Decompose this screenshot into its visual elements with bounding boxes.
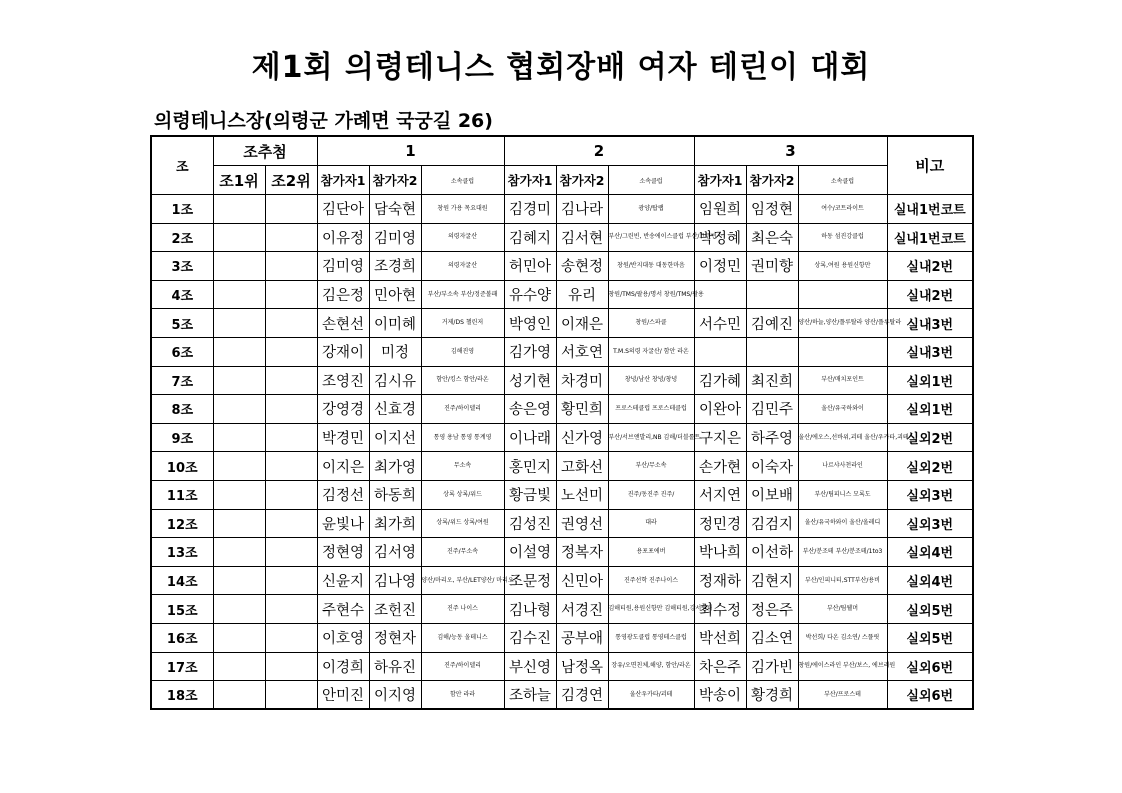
- note-cell: 실외3번: [887, 509, 973, 538]
- block1-player2: 이지선: [369, 423, 421, 452]
- table-row: [151, 309, 973, 338]
- block2-player1: 김수진: [504, 623, 556, 652]
- block3-player1: 임원희: [694, 195, 746, 224]
- block1-club: 상록 상록/위드: [421, 480, 504, 509]
- table-row: [151, 366, 973, 395]
- block1-player1: 신윤지: [317, 566, 369, 595]
- block2-club: 창녕/남산 창녕/창녕: [608, 366, 694, 395]
- header-draw: 조추첨: [213, 136, 317, 166]
- block3-player2: [746, 280, 798, 309]
- block1-player2: 정현자: [369, 623, 421, 652]
- block3-club: [798, 337, 887, 366]
- table-row: [151, 423, 973, 452]
- draw-second-cell: [265, 538, 317, 567]
- block3-player2: 김소연: [746, 623, 798, 652]
- note-cell: 실외2번: [887, 423, 973, 452]
- block3-club: 상록,여원 용원신항만: [798, 252, 887, 281]
- block1-club: 무소속: [421, 452, 504, 481]
- block3-player1: 손가현: [694, 452, 746, 481]
- header-b2-player1: 참가자1: [504, 166, 556, 195]
- block1-player1: 김미영: [317, 252, 369, 281]
- block3-player2: 하주영: [746, 423, 798, 452]
- block1-club: 김해/능동 올테니스: [421, 623, 504, 652]
- block2-player2: 노선미: [556, 480, 608, 509]
- block3-club: 울산/유국하와이 울산/올레디: [798, 509, 887, 538]
- block3-player2: 최은숙: [746, 223, 798, 252]
- note-cell: 실외6번: [887, 652, 973, 681]
- draw-first-cell: [213, 652, 265, 681]
- group-cell: 15조: [151, 595, 213, 624]
- block1-player2: 김서영: [369, 538, 421, 567]
- group-cell: 2조: [151, 223, 213, 252]
- block3-player2: [746, 337, 798, 366]
- draw-second-cell: [265, 252, 317, 281]
- block3-player1: 정민경: [694, 509, 746, 538]
- note-cell: 실내3번: [887, 309, 973, 338]
- group-cell: 14조: [151, 566, 213, 595]
- block2-player2: 신민아: [556, 566, 608, 595]
- block1-club: 거제/DS 챌린저: [421, 309, 504, 338]
- block3-player2: 김가빈: [746, 652, 798, 681]
- block1-player2: 담숙현: [369, 195, 421, 224]
- block1-player2: 이미혜: [369, 309, 421, 338]
- block1-player2: 김시유: [369, 366, 421, 395]
- block2-player1: 부신영: [504, 652, 556, 681]
- block1-club: 상록/위드 상록/여원: [421, 509, 504, 538]
- draw-first-cell: [213, 423, 265, 452]
- draw-second-cell: [265, 509, 317, 538]
- block3-player1: 박정혜: [694, 223, 746, 252]
- block2-player2: 이재은: [556, 309, 608, 338]
- block3-player1: 서수민: [694, 309, 746, 338]
- block1-player2: 조헌진: [369, 595, 421, 624]
- block3-club: 부산/팀웰머: [798, 595, 887, 624]
- block3-club: 부산/인피니티,STT부산/용비: [798, 566, 887, 595]
- block2-player1: 조문정: [504, 566, 556, 595]
- block3-club: [798, 280, 887, 309]
- note-cell: 실외2번: [887, 452, 973, 481]
- block1-player1: 손현선: [317, 309, 369, 338]
- draw-second-cell: [265, 223, 317, 252]
- block3-club: 부산/팀피니스 모록도: [798, 480, 887, 509]
- note-cell: 실외5번: [887, 623, 973, 652]
- block2-club: 부산/그린빈, 반송에이스클럽 부산/그린빈: [608, 223, 694, 252]
- note-cell: 실내3번: [887, 337, 973, 366]
- block3-player2: 임정현: [746, 195, 798, 224]
- block2-player1: 김성진: [504, 509, 556, 538]
- block2-player2: 정복자: [556, 538, 608, 567]
- block2-player2: 황민희: [556, 395, 608, 424]
- block2-club: 진주/동진주 진주/: [608, 480, 694, 509]
- block1-player1: 정현영: [317, 538, 369, 567]
- block3-player2: 황경희: [746, 681, 798, 710]
- block1-club: 의령자굴산: [421, 252, 504, 281]
- block1-player2: 신효경: [369, 395, 421, 424]
- table-row: [151, 566, 973, 595]
- group-cell: 7조: [151, 366, 213, 395]
- block3-club: 창원/에이스라인 부산/보스, 에브리원: [798, 652, 887, 681]
- block2-player2: 유리: [556, 280, 608, 309]
- block3-player2: 김민주: [746, 395, 798, 424]
- block3-player2: 이보배: [746, 480, 798, 509]
- block1-club: 진주/하이델리: [421, 395, 504, 424]
- draw-first-cell: [213, 509, 265, 538]
- header-b2-club: 소속클럽: [608, 166, 694, 195]
- draw-first-cell: [213, 623, 265, 652]
- block3-club: 여수/코트라이트: [798, 195, 887, 224]
- block2-club: 진주선학 진주나이스: [608, 566, 694, 595]
- note-cell: 실외6번: [887, 681, 973, 710]
- header-b2-player2: 참가자2: [556, 166, 608, 195]
- table-row: [151, 452, 973, 481]
- draw-second-cell: [265, 366, 317, 395]
- table-row: [151, 195, 973, 224]
- block2-player1: 성기현: [504, 366, 556, 395]
- block3-player2: 권미향: [746, 252, 798, 281]
- draw-second-cell: [265, 280, 317, 309]
- block1-player1: 조영진: [317, 366, 369, 395]
- draw-first-cell: [213, 681, 265, 710]
- table-row: [151, 223, 973, 252]
- draw-first-cell: [213, 280, 265, 309]
- table-row: [151, 395, 973, 424]
- block3-club: 부산/분조테 부산/분조테/1to3: [798, 538, 887, 567]
- block3-club: 부산/프로스테: [798, 681, 887, 710]
- block1-player1: 이호영: [317, 623, 369, 652]
- block1-club: 부산/부소속 부산/정준볼패: [421, 280, 504, 309]
- group-cell: 10조: [151, 452, 213, 481]
- group-cell: 16조: [151, 623, 213, 652]
- block1-player1: 이유정: [317, 223, 369, 252]
- block3-player1: 정재하: [694, 566, 746, 595]
- draw-first-cell: [213, 538, 265, 567]
- header-block-3: 3: [694, 136, 887, 166]
- block3-player1: [694, 337, 746, 366]
- table-row: [151, 652, 973, 681]
- block3-player2: 정은주: [746, 595, 798, 624]
- note-cell: 실내1번코트: [887, 195, 973, 224]
- block2-club: 창원/TMS/팔용/명서 창원/TMS/팔용: [608, 280, 694, 309]
- block1-player2: 이지영: [369, 681, 421, 710]
- block2-club: 대라: [608, 509, 694, 538]
- block2-player2: 권영선: [556, 509, 608, 538]
- block2-player2: 차경미: [556, 366, 608, 395]
- block1-player2: 미정: [369, 337, 421, 366]
- header-block-1: 1: [317, 136, 504, 166]
- block2-club: 용포포에버: [608, 538, 694, 567]
- block3-player1: 김가혜: [694, 366, 746, 395]
- block1-player1: 강영경: [317, 395, 369, 424]
- draw-first-cell: [213, 480, 265, 509]
- group-cell: 5조: [151, 309, 213, 338]
- block2-player2: 남정옥: [556, 652, 608, 681]
- block3-player1: 최수정: [694, 595, 746, 624]
- group-cell: 12조: [151, 509, 213, 538]
- block2-player2: 신가영: [556, 423, 608, 452]
- block1-club: 양산/마리오, 부산/LET양산/ 마리오: [421, 566, 504, 595]
- group-cell: 4조: [151, 280, 213, 309]
- group-cell: 17조: [151, 652, 213, 681]
- block1-player2: 최가희: [369, 509, 421, 538]
- group-cell: 6조: [151, 337, 213, 366]
- block3-club: 양산/하늘,양산/플루탈라 양산/플루탈라: [798, 309, 887, 338]
- block3-player1: 박송이: [694, 681, 746, 710]
- block2-club: 창원/반지대동 대동한마음: [608, 252, 694, 281]
- header-b1-player1: 참가자1: [317, 166, 369, 195]
- draw-second-cell: [265, 452, 317, 481]
- block1-club: 김해진영: [421, 337, 504, 366]
- block1-player1: 김단아: [317, 195, 369, 224]
- note-cell: 실외4번: [887, 538, 973, 567]
- table-row: [151, 509, 973, 538]
- block1-player1: 김은정: [317, 280, 369, 309]
- block2-player1: 허민아: [504, 252, 556, 281]
- block2-player2: 서호연: [556, 337, 608, 366]
- table-row: [151, 252, 973, 281]
- group-cell: 1조: [151, 195, 213, 224]
- block2-player1: 이설영: [504, 538, 556, 567]
- block2-player1: 김혜지: [504, 223, 556, 252]
- group-cell: 18조: [151, 681, 213, 710]
- draw-first-cell: [213, 595, 265, 624]
- draw-second-cell: [265, 595, 317, 624]
- block3-club: 박선희/ 다온 김소연/ 스플릿: [798, 623, 887, 652]
- draw-first-cell: [213, 452, 265, 481]
- header-draw-second: 조2위: [265, 166, 317, 195]
- block1-club: 함안 라라: [421, 681, 504, 710]
- block1-club: 진주/무소속: [421, 538, 504, 567]
- block1-player2: 민아현: [369, 280, 421, 309]
- block2-player1: 김가영: [504, 337, 556, 366]
- block3-player1: 서지연: [694, 480, 746, 509]
- block2-player2: 고화선: [556, 452, 608, 481]
- page-title: 제1회 의령테니스 협회장배 여자 테린이 대회: [251, 50, 871, 85]
- block2-player1: 유수양: [504, 280, 556, 309]
- block2-player1: 송은영: [504, 395, 556, 424]
- table-row: [151, 480, 973, 509]
- block3-player1: 이정민: [694, 252, 746, 281]
- draw-second-cell: [265, 681, 317, 710]
- block1-player1: 강재이: [317, 337, 369, 366]
- table-row: [151, 538, 973, 567]
- header-block-2: 2: [504, 136, 694, 166]
- block3-player1: 차은주: [694, 652, 746, 681]
- note-cell: 실외5번: [887, 595, 973, 624]
- header-b3-player1: 참가자1: [694, 166, 746, 195]
- block3-club: 울산/유국하와이: [798, 395, 887, 424]
- note-cell: 실내1번코트: [887, 223, 973, 252]
- block1-club: 통영 용남 통영 통계영: [421, 423, 504, 452]
- note-cell: 실내2번: [887, 252, 973, 281]
- draw-second-cell: [265, 195, 317, 224]
- block3-player2: 김검지: [746, 509, 798, 538]
- block1-player1: 윤빛나: [317, 509, 369, 538]
- header-b3-player2: 참가자2: [746, 166, 798, 195]
- block2-player1: 이나래: [504, 423, 556, 452]
- block2-player1: 박영인: [504, 309, 556, 338]
- draw-first-cell: [213, 309, 265, 338]
- draw-first-cell: [213, 366, 265, 395]
- block2-player2: 송현정: [556, 252, 608, 281]
- block3-club: 하동 섬진강클럽: [798, 223, 887, 252]
- draw-second-cell: [265, 395, 317, 424]
- group-cell: 3조: [151, 252, 213, 281]
- draw-second-cell: [265, 566, 317, 595]
- table-row: [151, 595, 973, 624]
- block2-club: T.M.S의령 자굴산/ 함안 라온: [608, 337, 694, 366]
- note-cell: 실내2번: [887, 280, 973, 309]
- block3-player2: 김예진: [746, 309, 798, 338]
- block2-player2: 서경진: [556, 595, 608, 624]
- block2-club: 통영광도클럽 통영테스클럽: [608, 623, 694, 652]
- block2-club: 김해티원,용원신항만 김해티원,강서원더: [608, 595, 694, 624]
- block3-player1: 구지은: [694, 423, 746, 452]
- block2-player2: 김나라: [556, 195, 608, 224]
- group-cell: 9조: [151, 423, 213, 452]
- venue-subtitle: 의령테니스장(의령군 가례면 국궁길 26): [154, 110, 493, 132]
- table-row: [151, 280, 973, 309]
- table-row: [151, 681, 973, 710]
- header-draw-first: 조1위: [213, 166, 265, 195]
- note-cell: 실외4번: [887, 566, 973, 595]
- header-b3-club: 소속클럽: [798, 166, 887, 195]
- block2-player1: 김경미: [504, 195, 556, 224]
- block1-player1: 박경민: [317, 423, 369, 452]
- block3-club: 나르샤사천라인: [798, 452, 887, 481]
- header-b1-player2: 참가자2: [369, 166, 421, 195]
- draw-first-cell: [213, 252, 265, 281]
- header-b1-club: 소속클럽: [421, 166, 504, 195]
- block2-club: 울산우카타/괴테: [608, 681, 694, 710]
- block2-club: 광양/탑랩: [608, 195, 694, 224]
- block1-player2: 김미영: [369, 223, 421, 252]
- draw-first-cell: [213, 195, 265, 224]
- draw-first-cell: [213, 223, 265, 252]
- table-row: [151, 623, 973, 652]
- block2-player2: 김서현: [556, 223, 608, 252]
- draw-first-cell: [213, 337, 265, 366]
- block2-club: 장유/오면친체,해양, 함안/라온: [608, 652, 694, 681]
- draw-second-cell: [265, 309, 317, 338]
- group-cell: 11조: [151, 480, 213, 509]
- note-cell: 실외3번: [887, 480, 973, 509]
- block2-club: 창원/스파클: [608, 309, 694, 338]
- block3-player1: 이완아: [694, 395, 746, 424]
- block3-player2: 이숙자: [746, 452, 798, 481]
- group-cell: 13조: [151, 538, 213, 567]
- header-note: 비고: [887, 136, 973, 195]
- block2-club: 부산/무소속: [608, 452, 694, 481]
- block3-player2: 이선하: [746, 538, 798, 567]
- draw-second-cell: [265, 623, 317, 652]
- block2-player1: 조하늘: [504, 681, 556, 710]
- block1-club: 진주/하이델리: [421, 652, 504, 681]
- block1-club: 창원 가용 목요대원: [421, 195, 504, 224]
- block1-player2: 하동희: [369, 480, 421, 509]
- block3-player2: 김현지: [746, 566, 798, 595]
- block2-player1: 김나형: [504, 595, 556, 624]
- block1-player2: 조경희: [369, 252, 421, 281]
- table-row: [151, 337, 973, 366]
- draw-second-cell: [265, 652, 317, 681]
- draw-second-cell: [265, 480, 317, 509]
- draw-second-cell: [265, 337, 317, 366]
- block2-player2: 공부애: [556, 623, 608, 652]
- block2-player1: 황금빛: [504, 480, 556, 509]
- block1-player1: 김정선: [317, 480, 369, 509]
- group-cell: 8조: [151, 395, 213, 424]
- draw-first-cell: [213, 395, 265, 424]
- block3-club: 울산/에오스,선바위,괴테 울산/우카타,괴테: [798, 423, 887, 452]
- block1-player1: 주현수: [317, 595, 369, 624]
- block1-club: 의령자굴산: [421, 223, 504, 252]
- block3-player1: 박나희: [694, 538, 746, 567]
- note-cell: 실외1번: [887, 395, 973, 424]
- block1-player2: 최가영: [369, 452, 421, 481]
- header-group: 조: [151, 136, 213, 195]
- note-cell: 실외1번: [887, 366, 973, 395]
- block1-club: 진주 나이스: [421, 595, 504, 624]
- block2-player2: 김경연: [556, 681, 608, 710]
- block1-player2: 김나영: [369, 566, 421, 595]
- block2-player1: 홍민지: [504, 452, 556, 481]
- block3-player2: 최진희: [746, 366, 798, 395]
- block1-player1: 이지은: [317, 452, 369, 481]
- block2-club: 프로스테클럽 프로스테클럽: [608, 395, 694, 424]
- block1-player1: 이경희: [317, 652, 369, 681]
- bracket-table: [150, 135, 974, 710]
- block2-club: 부산/서브앤발리,NB 김해/더블롤트: [608, 423, 694, 452]
- block1-club: 함안/킹스 함안/라온: [421, 366, 504, 395]
- block1-player1: 안미진: [317, 681, 369, 710]
- block3-club: 부산/매치포인트: [798, 366, 887, 395]
- draw-first-cell: [213, 566, 265, 595]
- block1-player2: 하유진: [369, 652, 421, 681]
- block3-player1: 박선희: [694, 623, 746, 652]
- draw-second-cell: [265, 423, 317, 452]
